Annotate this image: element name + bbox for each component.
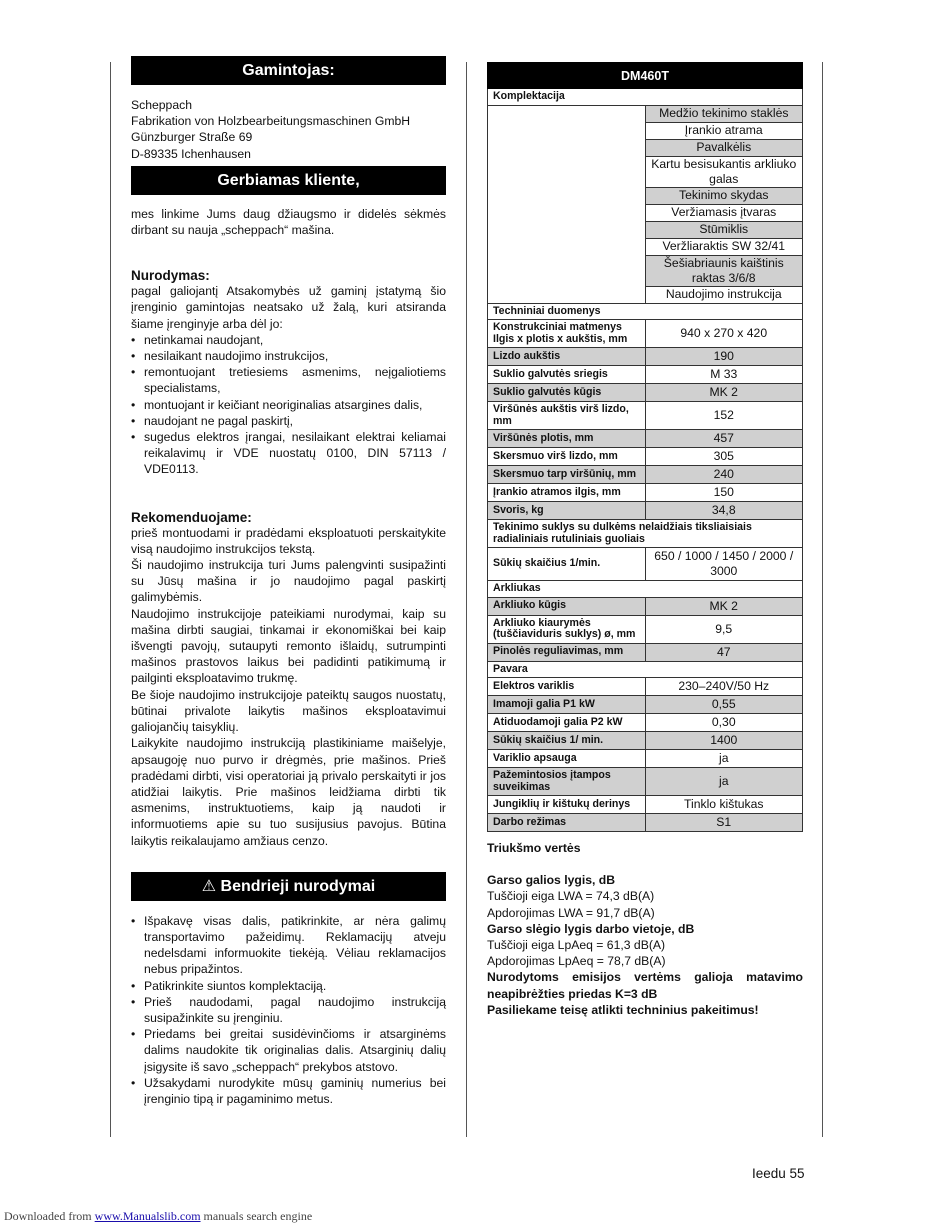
sound-pressure-load: Apdorojimas LpAeq = 78,7 dB(A) bbox=[487, 954, 666, 969]
section-row bbox=[488, 303, 803, 320]
noise-title: Triukšmo vertės bbox=[487, 841, 581, 855]
warning-icon: ⚠ bbox=[201, 877, 217, 895]
spec-value: 47 bbox=[645, 643, 803, 661]
notice-heading: Nurodymas: bbox=[131, 268, 210, 284]
manufacturer-address bbox=[131, 97, 446, 162]
spec-row bbox=[488, 696, 803, 714]
address-line: Günzburger Straße 69 bbox=[131, 130, 253, 145]
list-item: • nesilaikant naudojimo instrukcijos, bbox=[131, 348, 446, 364]
spec-label: Pinolės reguliavimas, mm bbox=[488, 643, 646, 661]
recommend-heading: Rekomenduojame: bbox=[131, 509, 252, 525]
spec-value: 152 bbox=[645, 402, 803, 430]
section-title: Arkliukas bbox=[488, 581, 803, 598]
general-heading bbox=[131, 872, 446, 901]
spec-label: Viršūnės plotis, mm bbox=[488, 430, 646, 448]
spec-value: 457 bbox=[645, 430, 803, 448]
spec-row bbox=[488, 750, 803, 768]
spec-value: MK 2 bbox=[645, 384, 803, 402]
kit-item: Įrankio atrama bbox=[645, 122, 803, 139]
spec-row bbox=[488, 502, 803, 520]
spec-value: M 33 bbox=[645, 366, 803, 384]
spec-row bbox=[488, 714, 803, 732]
spec-label: Jungiklių ir kištukų derinys bbox=[488, 796, 646, 814]
list-item: • Prieš naudodami, pagal naudojimo instrukciją susipažinkite su įrenginiu. bbox=[131, 994, 446, 1026]
rights-note: Pasiliekame teisę atlikti techninius pakeitimus! bbox=[487, 1002, 759, 1017]
spec-value: 940 x 270 x 420 bbox=[645, 320, 803, 348]
section-row bbox=[488, 661, 803, 678]
spec-value: ja bbox=[645, 750, 803, 768]
model-header: DM460T bbox=[488, 63, 803, 89]
spec-value: 230–240V/50 Hz bbox=[645, 678, 803, 696]
left-margin-line bbox=[110, 62, 111, 1137]
spec-value: 0,30 bbox=[645, 714, 803, 732]
list-item: • Išpakavę visas dalis, patikrinkite, ar nėra galimų transportavimo pažeidimų. Reklamacijų atveju nedelsdami informuokite tiekėją. Vėliau reklamacijos nebus pripažintos. bbox=[131, 913, 446, 978]
section-title: Pavara bbox=[488, 661, 803, 678]
footer-prefix: Downloaded from bbox=[4, 1209, 92, 1223]
list-item: • Užsakydami nurodykite mūsų gaminių numerius bei įrenginio tipą ir pagaminimo metus. bbox=[131, 1075, 446, 1107]
spec-row bbox=[488, 430, 803, 448]
section-row bbox=[488, 520, 803, 548]
spec-value: 9,5 bbox=[645, 615, 803, 643]
spec-row bbox=[488, 768, 803, 796]
spec-value: 0,55 bbox=[645, 696, 803, 714]
spec-label: Viršūnės aukštis virš lizdo, mm bbox=[488, 402, 646, 430]
spec-value: 240 bbox=[645, 466, 803, 484]
spec-value: 650 / 1000 / 1450 / 2000 / 3000 bbox=[645, 548, 803, 581]
noise-section bbox=[487, 840, 803, 1018]
spec-label: Skersmuo virš lizdo, mm bbox=[488, 448, 646, 466]
sound-pressure-idle: Tuščioji eiga LpAeq = 61,3 dB(A) bbox=[487, 938, 666, 953]
spec-value: 34,8 bbox=[645, 502, 803, 520]
kit-item: Medžio tekinimo staklės bbox=[645, 105, 803, 122]
kit-item: Šešiabriaunis kaištinis raktas 3/6/8 bbox=[645, 255, 803, 286]
spec-row bbox=[488, 348, 803, 366]
kit-blank-cell bbox=[488, 105, 646, 303]
spec-label: Skersmuo tarp viršūnių, mm bbox=[488, 466, 646, 484]
spec-value: 1400 bbox=[645, 732, 803, 750]
spec-label: Variklio apsauga bbox=[488, 750, 646, 768]
address-line: Fabrikation von Holzbearbeitungsmaschinen GmbH bbox=[131, 114, 411, 129]
center-divider-line bbox=[466, 62, 467, 1137]
spec-value: S1 bbox=[645, 814, 803, 832]
kit-row bbox=[488, 105, 803, 122]
footer-suffix: manuals search engine bbox=[203, 1209, 313, 1223]
kit-item: Tekinimo skydas bbox=[645, 187, 803, 204]
spec-row bbox=[488, 796, 803, 814]
spec-label: Arkliuko kiaurymės (tuščiaviduris suklys) ø, mm bbox=[488, 615, 646, 643]
recommend-paragraph: Ši naudojimo instrukcija turi Jums palengvinti susipažinti su Jūsų mašina ir jo naudojimo pagal paskirtį galimybėmis. bbox=[131, 558, 446, 605]
spec-row bbox=[488, 615, 803, 643]
customer-text: mes linkime Jums daug džiaugsmo ir didelės sėkmės dirbant su nauja „scheppach“ mašina. bbox=[131, 206, 446, 238]
spec-label: Atiduodamoji galia P2 kW bbox=[488, 714, 646, 732]
right-margin-line bbox=[822, 62, 823, 1137]
list-item: • sugedus elektros įrangai, nesilaikant elektrai keliamai reikalavimų ir VDE nuostatų 0100, DIN 57113 / VDE0113. bbox=[131, 429, 446, 478]
notice-intro: pagal galiojantį Atsakomybės už gaminį įstatymą šio įrenginio gamintojas neatsako už žalą, kuri atsiranda šiame įrenginyje arba dėl jo: bbox=[131, 284, 446, 331]
spec-row bbox=[488, 466, 803, 484]
left-column bbox=[131, 56, 446, 1107]
spec-label: Lizdo aukštis bbox=[488, 348, 646, 366]
address-line: D-89335 Ichenhausen bbox=[131, 146, 251, 161]
general-heading-text: Bendrieji nurodymai bbox=[220, 877, 376, 895]
spec-label: Svoris, kg bbox=[488, 502, 646, 520]
download-footer bbox=[4, 1209, 312, 1224]
spec-label: Darbo režimas bbox=[488, 814, 646, 832]
spec-value: Tinklo kištukas bbox=[645, 796, 803, 814]
recommend-paragraph: Be šioje naudojimo instrukcijoje pateiktų saugos nuostatų, būtinai privalote laikytis mašinos eksploatavimui galiojančių taisyklių. bbox=[131, 687, 446, 735]
spec-value: 190 bbox=[645, 348, 803, 366]
spec-row bbox=[488, 814, 803, 832]
spec-row bbox=[488, 320, 803, 348]
spec-label: Konstrukciniai matmenys Ilgis x plotis x aukštis, mm bbox=[488, 320, 646, 348]
spec-label: Suklio galvutės kūgis bbox=[488, 384, 646, 402]
page-number: Ieedu 55 bbox=[752, 1166, 805, 1181]
spec-value: MK 2 bbox=[645, 597, 803, 615]
spec-label: Pažemintosios įtampos suveikimas bbox=[488, 768, 646, 796]
sound-pressure-title: Garso slėgio lygis darbo vietoje, dB bbox=[487, 921, 695, 936]
spec-value: 150 bbox=[645, 484, 803, 502]
list-item: • Patikrinkite siuntos komplektaciją. bbox=[131, 978, 446, 994]
spec-row bbox=[488, 732, 803, 750]
kit-item: Veržiamasis įtvaras bbox=[645, 204, 803, 221]
spec-label: Elektros variklis bbox=[488, 678, 646, 696]
list-item: • montuojant ir keičiant neoriginalias atsargines dalis, bbox=[131, 397, 446, 413]
list-item: • remontuojant tretiesiems asmenims, neįgaliotiems specialistams, bbox=[131, 364, 446, 396]
sound-power-title: Garso galios lygis, dB bbox=[487, 873, 616, 888]
spec-table bbox=[487, 62, 803, 832]
address-line: Scheppach bbox=[131, 98, 192, 112]
general-list bbox=[131, 913, 446, 1107]
spec-row bbox=[488, 597, 803, 615]
kit-item: Pavalkėlis bbox=[645, 139, 803, 156]
sound-power-load: Apdorojimas LWA = 91,7 dB(A) bbox=[487, 905, 655, 920]
spec-label: Suklio galvutės sriegis bbox=[488, 366, 646, 384]
sound-power-idle: Tuščioji eiga LWA = 74,3 dB(A) bbox=[487, 889, 655, 904]
spec-label: Arkliuko kūgis bbox=[488, 597, 646, 615]
section-title: Techniniai duomenys bbox=[488, 303, 803, 320]
kit-item: Veržliaraktis SW 32/41 bbox=[645, 238, 803, 255]
spec-row bbox=[488, 643, 803, 661]
spec-label: Įrankio atramos ilgis, mm bbox=[488, 484, 646, 502]
spec-row bbox=[488, 484, 803, 502]
recommend-paragraph: Naudojimo instrukcijoje pateikiami nurodymai, kaip su mašina dirbti saugiai, tinkamai ir ekonomiškai bei kaip išvengti pavojų, sutaupyti remonto išlaidų, sutrumpinti mašinos prastovos laikus bei padidinti patikimumą ir pailginti eksploatavimo trukmę. bbox=[131, 606, 446, 686]
list-item: • naudojant ne pagal paskirtį, bbox=[131, 413, 446, 429]
recommend-paragraph: Laikykite naudojimo instrukciją plastikiniame maišelyje, apsaugoję nuo purvo ir drėgmės, prie mašinos. Prieš pradėdami dirbti, visi operatoriai ją privalo perskaityti ir jos atidžiai laikytis. Prie mašinos leidžiama dirbti tik asmenims, instruktuotiems, kaip ją naudoti ir informuotiems apie su tuo susijusius pavojus. Būtina laikytis reikalaujamo amžiaus cenzo. bbox=[131, 736, 446, 848]
manualslib-link[interactable]: www.Manualslib.com bbox=[94, 1209, 201, 1223]
section-row bbox=[488, 581, 803, 598]
kit-item: Kartu besisukantis arkliuko galas bbox=[645, 156, 803, 187]
customer-heading: Gerbiamas kliente, bbox=[131, 166, 446, 195]
spec-row bbox=[488, 678, 803, 696]
list-item: • Priedams bei greitai susidėvinčioms ir atsarginėms dalims naudokite tik originalias dalis. Atsarginių dalių įsigysite iš savo „scheppach“ prekybos atstovo. bbox=[131, 1026, 446, 1075]
section-title: Tekinimo suklys su dulkėms nelaidžiais tiksliaisiais radialiniais rutuliniais guoliais bbox=[488, 520, 803, 548]
spec-row bbox=[488, 366, 803, 384]
spec-label: Sūkių skaičius 1/ min. bbox=[488, 732, 646, 750]
emission-note: Nurodytoms emisijos vertėms galioja matavimo neapibrėžties priedas K=3 dB bbox=[487, 970, 803, 1001]
recommend-paragraph: prieš montuodami ir pradėdami eksploatuoti perskaitykite visą naudojimo instrukcijos tekstą. bbox=[131, 525, 446, 556]
spec-row bbox=[488, 548, 803, 581]
spec-label: Sūkių skaičius 1/min. bbox=[488, 548, 646, 581]
spec-label: Imamoji galia P1 kW bbox=[488, 696, 646, 714]
kit-item: Naudojimo instrukcija bbox=[645, 286, 803, 303]
notice-list bbox=[131, 332, 446, 478]
spec-value: 305 bbox=[645, 448, 803, 466]
spec-value: ja bbox=[645, 768, 803, 796]
list-item: • netinkamai naudojant, bbox=[131, 332, 446, 348]
manufacturer-heading: Gamintojas: bbox=[131, 56, 446, 85]
spec-row bbox=[488, 384, 803, 402]
spec-row bbox=[488, 402, 803, 430]
kit-item: Stūmiklis bbox=[645, 221, 803, 238]
kit-section-title: Komplektacija bbox=[488, 89, 803, 106]
right-column bbox=[487, 62, 803, 1018]
spec-row bbox=[488, 448, 803, 466]
